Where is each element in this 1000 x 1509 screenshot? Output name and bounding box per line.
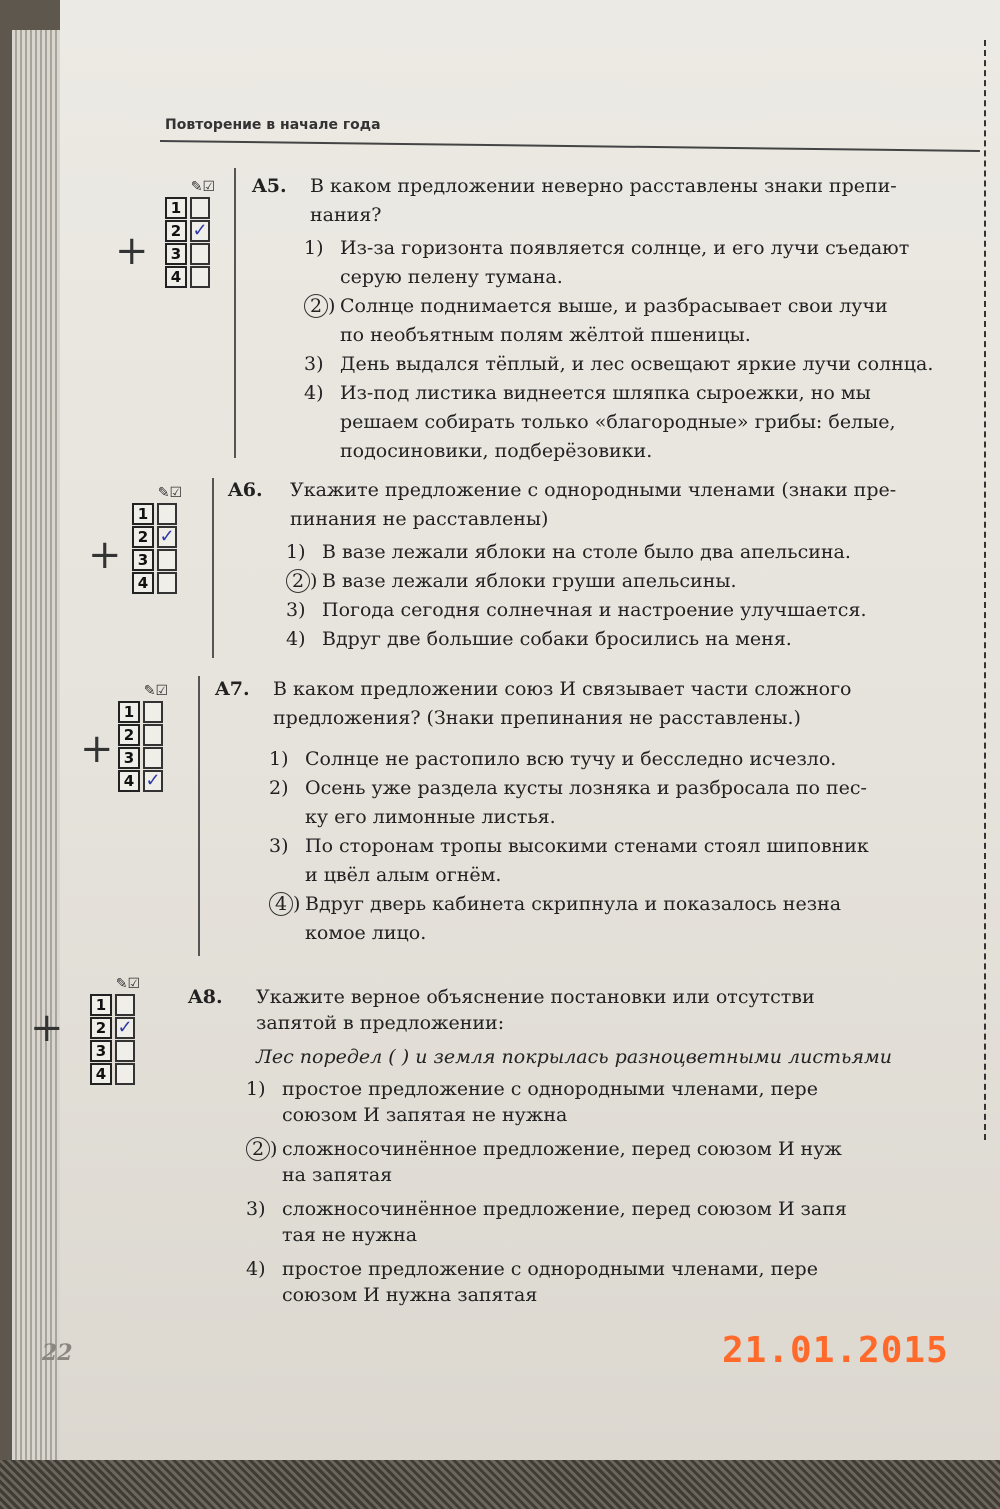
answer-row	[118, 701, 168, 723]
answer-option-continued	[304, 263, 563, 292]
question-text: запятой в предложении:	[256, 1012, 505, 1034]
option-text: Вдруг две большие собаки бросились на меня.	[322, 628, 792, 650]
answer-row	[132, 572, 182, 594]
tablecloth	[0, 1460, 1000, 1509]
answer-checkbox[interactable]: ✓	[143, 770, 163, 792]
option-number: 3)	[286, 599, 306, 621]
answer-option	[246, 1256, 818, 1282]
grid-header-icons: ✎☑	[115, 976, 140, 992]
answer-row	[90, 1017, 140, 1039]
answer-row	[90, 1063, 140, 1085]
answer-option-continued	[269, 861, 501, 890]
option-text: В вазе лежали яблоки груши апельсины.	[322, 570, 737, 592]
section-header: Повторение в начале года	[165, 117, 381, 133]
question-number: A6.	[228, 479, 263, 501]
question-text: Укажите предложение с однородными членами (знаки пре-	[290, 479, 897, 501]
answer-row	[118, 747, 168, 769]
answer-option: 2 ) Солнце поднимается выше, и разбрасывает свои лучи	[304, 292, 888, 321]
answer-number-cell: 3	[165, 243, 187, 265]
example-sentence: Лес поредел ( ) и земля покрылась разноцветными листьями	[256, 1046, 892, 1068]
answer-checkbox[interactable]	[115, 1040, 135, 1062]
answer-checkbox[interactable]: ✓	[190, 220, 210, 242]
answer-number-cell: 4	[132, 572, 154, 594]
answer-checkbox[interactable]	[115, 1063, 135, 1085]
answer-option	[304, 234, 909, 263]
answer-row	[132, 549, 182, 571]
answer-row	[132, 503, 182, 525]
option-text: простое предложение с однородными членами, пере	[282, 1258, 818, 1280]
answer-option-continued	[246, 1222, 417, 1248]
answer-option	[304, 350, 933, 379]
answer-option-continued	[246, 1162, 392, 1188]
answer-row	[165, 266, 215, 288]
page-number: 22	[42, 1340, 73, 1366]
answer-grid	[90, 975, 140, 1085]
separator-line	[198, 676, 200, 956]
circled-answer-number: 2	[286, 569, 310, 593]
answer-option-continued	[269, 803, 556, 832]
answer-grid	[132, 484, 182, 594]
handwritten-plus-mark: +	[80, 726, 114, 772]
answer-option	[246, 1196, 847, 1222]
option-text: подосиновики, подберёзовики.	[340, 440, 653, 462]
question-text: пинания не расставлены)	[290, 508, 549, 530]
answer-row	[165, 243, 215, 265]
answer-checkbox[interactable]	[157, 549, 177, 571]
answer-row	[165, 220, 215, 242]
question-text: В каком предложении неверно расставлены знаки препи-	[310, 175, 897, 197]
answer-row	[132, 526, 182, 548]
answer-option	[286, 596, 866, 625]
answer-checkbox[interactable]	[190, 197, 210, 219]
answer-number-cell: 4	[90, 1063, 112, 1085]
answer-option-continued	[246, 1282, 537, 1308]
option-number: 1)	[269, 748, 289, 770]
answer-number-cell: 1	[118, 701, 140, 723]
grid-header-icons: ✎☑	[157, 485, 182, 501]
option-number: 2)	[269, 777, 289, 799]
option-text: союзом И нужна запятая	[282, 1284, 538, 1306]
answer-checkbox[interactable]	[190, 243, 210, 265]
answer-number-cell: 1	[165, 197, 187, 219]
option-text: сложносочинённое предложение, перед союзом И запя	[282, 1198, 847, 1220]
option-text: По сторонам тропы высокими стенами стоял шиповник	[305, 835, 869, 857]
answer-option	[286, 625, 792, 654]
separator-line	[212, 478, 214, 658]
answer-option	[286, 538, 851, 567]
answer-option	[269, 832, 869, 861]
handwritten-plus-mark: +	[30, 1005, 64, 1051]
answer-option	[269, 745, 836, 774]
answer-checkbox[interactable]	[143, 701, 163, 723]
question-text: предложения? (Знаки препинания не расставлены.)	[273, 707, 801, 729]
option-text: Вдруг дверь кабинета скрипнула и показалось незна	[305, 893, 842, 915]
answer-option: 2 ) В вазе лежали яблоки груши апельсины.	[286, 567, 737, 596]
question-number: A7.	[215, 678, 250, 700]
answer-number-cell: 2	[90, 1017, 112, 1039]
question-text: В каком предложении союз И связывает части сложного	[273, 678, 852, 700]
answer-option-continued	[246, 1102, 567, 1128]
answer-row	[90, 1040, 140, 1062]
circled-answer-number: 2	[304, 294, 328, 318]
answer-row	[90, 994, 140, 1016]
answer-option-continued	[304, 321, 751, 350]
cut-line	[984, 40, 986, 1140]
circled-answer-number: 2	[246, 1137, 270, 1161]
question-number: A5.	[252, 175, 287, 197]
option-text: и цвёл алым огнём.	[305, 864, 502, 886]
option-text: Погода сегодня солнечная и настроение улучшается.	[322, 599, 867, 621]
answer-option	[269, 774, 867, 803]
question-number: A8.	[188, 986, 223, 1008]
answer-checkbox[interactable]	[115, 994, 135, 1016]
answer-option-continued	[304, 408, 896, 437]
date-stamp: 21.01.2015	[722, 1330, 949, 1371]
answer-row	[165, 197, 215, 219]
answer-checkbox[interactable]	[143, 747, 163, 769]
option-text: тая не нужна	[282, 1224, 418, 1246]
answer-number-cell: 2	[132, 526, 154, 548]
option-text: решаем собирать только «благородные» грибы: белые,	[340, 411, 896, 433]
answer-checkbox[interactable]: ✓	[157, 526, 177, 548]
answer-number-cell: 3	[90, 1040, 112, 1062]
option-number: 3)	[304, 353, 324, 375]
answer-option: 4 ) Вдруг дверь кабинета скрипнула и показалось незна	[269, 890, 841, 919]
answer-option-continued	[304, 437, 652, 466]
answer-option-continued	[269, 919, 426, 948]
option-number: 4)	[304, 382, 324, 404]
answer-checkbox[interactable]	[190, 266, 210, 288]
answer-grid	[118, 682, 168, 792]
option-text: Солнце не растопило всю тучу и бесследно исчезло.	[305, 748, 837, 770]
option-text: Из-за горизонта появляется солнце, и его лучи съедают	[340, 237, 910, 259]
answer-option: 2 ) сложносочинённое предложение, перед союзом И нуж	[246, 1136, 842, 1162]
option-number: 4)	[286, 628, 306, 650]
answer-checkbox[interactable]	[143, 724, 163, 746]
option-number: 4)	[246, 1258, 266, 1280]
option-text: В вазе лежали яблоки на столе было два апельсина.	[322, 541, 851, 563]
option-text: Осень уже раздела кусты лозняка и разбросала по пес-	[305, 777, 867, 799]
answer-number-cell: 2	[118, 724, 140, 746]
option-text: сложносочинённое предложение, перед союзом И нуж	[282, 1138, 842, 1160]
option-number: 1)	[246, 1078, 266, 1100]
option-text: по необъятным полям жёлтой пшеницы.	[340, 324, 751, 346]
question-text: Укажите верное объяснение постановки или отсутстви	[256, 986, 815, 1008]
option-number: 3)	[246, 1198, 266, 1220]
question-text: нания?	[310, 204, 382, 226]
answer-number-cell: 3	[118, 747, 140, 769]
answer-checkbox[interactable]: ✓	[115, 1017, 135, 1039]
option-text: Из-под листика виднеется шляпка сыроежки, но мы	[340, 382, 871, 404]
answer-number-cell: 2	[165, 220, 187, 242]
option-number: 3)	[269, 835, 289, 857]
option-number: 1)	[304, 237, 324, 259]
option-text: День выдался тёплый, и лес освещают яркие лучи солнца.	[340, 353, 934, 375]
option-text: серую пелену тумана.	[340, 266, 563, 288]
option-text: простое предложение с однородными членами, пере	[282, 1078, 818, 1100]
answer-number-cell: 1	[132, 503, 154, 525]
handwritten-plus-mark: +	[115, 228, 149, 274]
grid-header-icons: ✎☑	[143, 683, 168, 699]
option-text: на запятая	[282, 1164, 393, 1186]
answer-grid	[165, 178, 215, 288]
answer-option	[304, 379, 871, 408]
option-text: Солнце поднимается выше, и разбрасывает свои лучи	[340, 295, 888, 317]
answer-number-cell: 4	[118, 770, 140, 792]
answer-row	[118, 724, 168, 746]
answer-number-cell: 4	[165, 266, 187, 288]
option-text: комое лицо.	[305, 922, 427, 944]
handwritten-plus-mark: +	[88, 532, 122, 578]
option-text: ку его лимонные листья.	[305, 806, 556, 828]
option-text: союзом И запятая не нужна	[282, 1104, 568, 1126]
answer-number-cell: 1	[90, 994, 112, 1016]
answer-checkbox[interactable]	[157, 503, 177, 525]
answer-checkbox[interactable]	[157, 572, 177, 594]
answer-row	[118, 770, 168, 792]
grid-header-icons: ✎☑	[190, 179, 215, 195]
answer-option	[246, 1076, 818, 1102]
answer-number-cell: 3	[132, 549, 154, 571]
circled-answer-number: 4	[269, 892, 293, 916]
separator-line	[234, 168, 236, 458]
option-number: 1)	[286, 541, 306, 563]
